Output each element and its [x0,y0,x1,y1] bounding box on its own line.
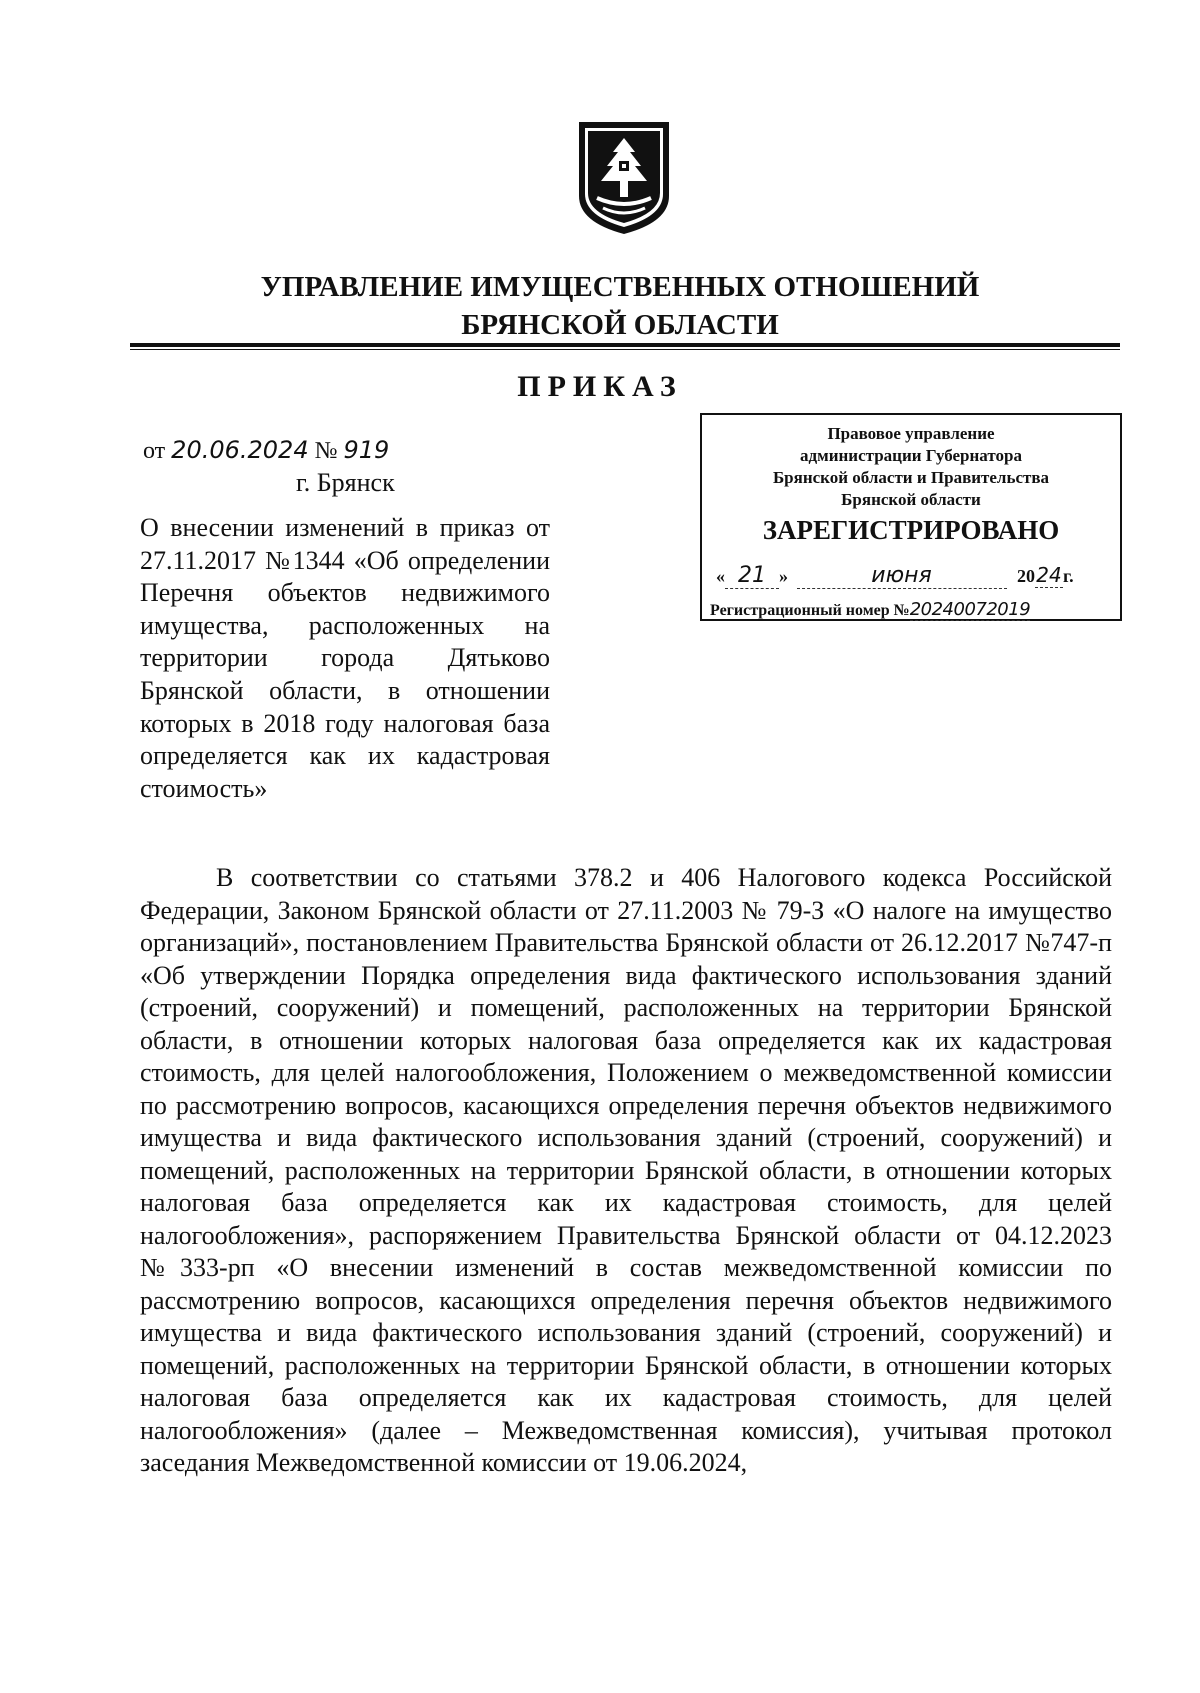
order-city: г. Брянск [296,468,395,497]
document-subject: О внесении изменений в приказ от 27.11.2017 №1344 «Об определении Перечня объектов недвижимого имущества, расположенных на территории города Дятьково Брянской области, в отношении которых в 2018 году налоговая база определяется как их кадастровая стоимость» [140,513,550,803]
order-date: 20.06.2024 [171,436,309,464]
organization-name-line1: УПРАВЛЕНИЕ ИМУЩЕСТВЕННЫХ ОТНОШЕНИЙ [260,271,980,303]
stamp-month: июня [797,563,1007,589]
stamp-line4: Брянской области [841,490,981,509]
order-date-number [143,436,389,465]
stamp-reg-number: 20240072019 [909,599,1031,620]
stamp-year-suffix: 24 [1036,563,1062,587]
stamp-date [716,563,1112,593]
stamp-year-prefix: 20 [1017,566,1035,586]
stamp-day: 21 [725,563,779,589]
organization-name-line2: БРЯНСКОЙ ОБЛАСТИ [461,309,779,341]
stamp-registered-label: ЗАРЕГИСТРИРОВАНО [762,515,1060,545]
stamp-quote-open: « [716,566,725,586]
stamp-line3: Брянской области и Правительства [772,468,1050,487]
order-number-sign: № [314,438,338,464]
stamp-registration-number-row [710,599,1114,621]
header-divider-thin [130,349,1120,350]
order-prefix: от [143,438,166,464]
document-body-paragraph: В соответствии со статьями 378.2 и 406 Налогового кодекса Российской Федерации, Законом Брянской области от 27.11.2003 № 79-З «О налоге на имущество организаций», постановлением Правительства Брянской области от 26.12.2017 №747-п «Об утверждении Порядка определения вида фактического использования зданий (строений, сооружений) и помещений, расположенных на территории Брянской области, в отношении которых налоговая база определяется как их кадастровая стоимость, для целей налогообложения, Положением о межведомственной комиссии по рассмотрению вопросов, касающихся определения перечня объектов недвижимого имущества и вида фактического использования зданий (строений, сооружений) и помещений, расположенных на территории Брянской области, в отношении которых налоговая база определяется как их кадастровая стоимость, для целей налогообложения», распоряжением Правительства Брянской области от 04.12.2023 №333-рп «О внесении изменений в состав межведомственной комиссии по рассмотрению вопросов, касающихся определения перечня объектов недвижимого имущества и вида фактического использования зданий (строений, сооружений) и помещений, расположенных на территории Брянской области, в отношении которых налоговая база определяется как их кадастровая стоимость, для целей налогообложения» (далее – Межведомственная комиссия), учитывая протокол заседания Межведомственной комиссии от 19.06.2024, [140,863,1112,1477]
order-number: 919 [343,436,390,464]
header-divider [130,343,1120,347]
coat-of-arms-icon [573,118,675,238]
stamp-line2: администрации Губернатора [800,446,1022,465]
stamp-reg-label: Регистрационный номер № [710,602,910,619]
stamp-year-unit: г. [1063,566,1074,586]
stamp-line1: Правовое управление [827,424,995,443]
organization-header [140,268,1100,344]
registration-stamp [700,413,1122,621]
document-type: ПРИКАЗ [517,370,683,403]
stamp-quote-close: » [779,566,788,586]
